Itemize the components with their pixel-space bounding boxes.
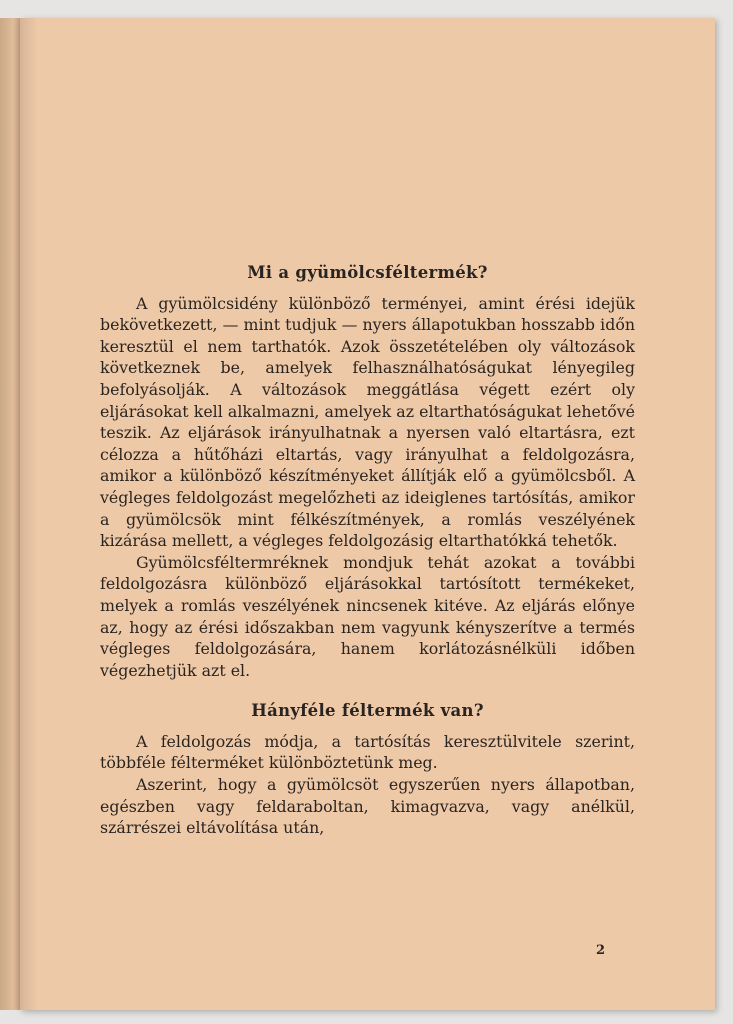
- paragraph-2: Gyümölcsféltermréknek mondjuk tehát azokat a további feldolgozásra különböző eljárásokkal tartósított termékeket, melyek a romlás veszélyének nincsenek kitéve. Az eljárás előnye az, hogy az érési időszakban nem vagyunk kényszerítve a termés végleges feldolgozására, hanem korlátozásnélküli időben végezhetjük azt el.: [100, 552, 635, 680]
- section-heading-2: Hányféle féltermék van?: [251, 701, 484, 721]
- book-spine: [0, 18, 22, 1010]
- paragraph-4: Aszerint, hogy a gyümölcsöt egyszerűen nyers állapotban, egészben vagy feldaraboltan, kimagvazva, vagy anélkül, szárrészei eltávolítása után,: [100, 775, 635, 838]
- paragraph-3: A feldolgozás módja, a tartósítás keresztülvitele szerint, többféle félterméket különböztetünk meg.: [100, 731, 635, 773]
- paragraph-1: A gyümölcsidény különböző terményei, amint érési idejük bekövetkezett, — mint tudjuk — nyers állapotukban hosszabb időn keresztül el nem tarthatók. Azok összetételében oly változások következnek be, amelyek felhasználhatóságukat lényegileg befolyásolják. A változások meggátlása végett ezért oly eljárásokat kell alkalmazni, amelyek az eltarthatóságukat lehetővé teszik. Az eljárások irányulhatnak a nyersen való eltartásra, ezt célozza a hűtőházi eltartás, vagy irányulhat a feldolgozásra, amikor a különböző készítményeket állítják elő a gyümölcsből. A végleges feldolgozást megelőzheti az ideiglenes tartósítás, amikor a gyümölcsök mint félkészítmények, a romlás veszélyének kizárása mellett, a végleges feldolgozásig eltarthatókká tehetők.: [100, 293, 635, 551]
- page-number: 2: [595, 943, 605, 958]
- page-text: [100, 262, 635, 839]
- section-heading-1: Mi a gyümölcsféltermék?: [247, 263, 488, 282]
